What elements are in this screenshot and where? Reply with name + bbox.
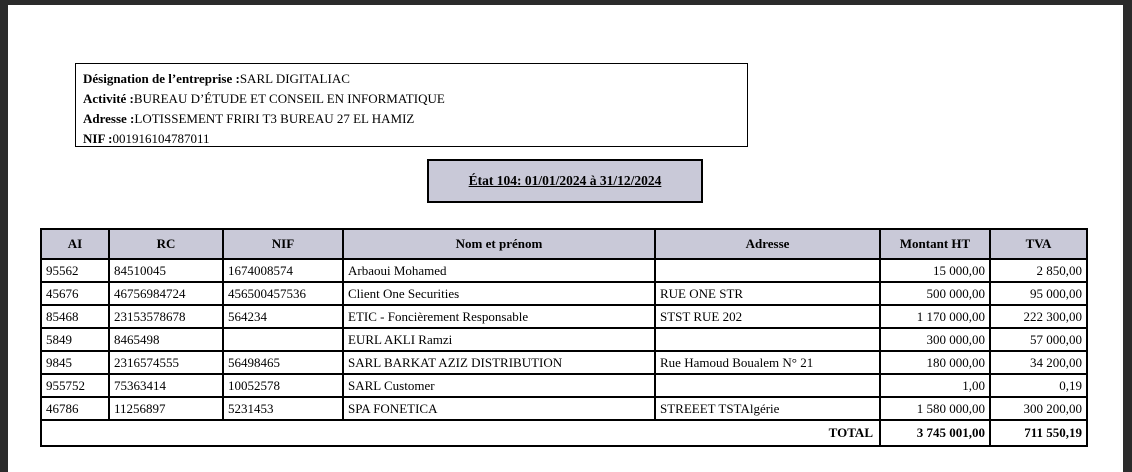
cell-ai: 5849 xyxy=(41,328,109,351)
col-header-tva: TVA xyxy=(990,229,1087,259)
cell-nom: ETIC - Foncièrement Responsable xyxy=(343,305,655,328)
cell-nif: 564234 xyxy=(223,305,343,328)
cell-rc: 75363414 xyxy=(109,374,223,397)
cell-nom: SARL Customer xyxy=(343,374,655,397)
etat-104-title: État 104: 01/01/2024 à 31/12/2024 xyxy=(468,173,662,188)
cell-montant: 300 000,00 xyxy=(880,328,990,351)
cell-adresse: Rue Hamoud Boualem N° 21 xyxy=(655,351,880,374)
designation-label: Désignation de l’entreprise : xyxy=(83,71,240,86)
cell-adresse: STST RUE 202 xyxy=(655,305,880,328)
cell-adresse xyxy=(655,259,880,282)
cell-tva: 57 000,00 xyxy=(990,328,1087,351)
table-header-row xyxy=(41,229,1087,259)
col-header-rc: RC xyxy=(109,229,223,259)
cell-rc: 2316574555 xyxy=(109,351,223,374)
table-total-row xyxy=(41,420,1087,446)
cell-tva: 2 850,00 xyxy=(990,259,1087,282)
total-montant-cell: 3 745 001,00 xyxy=(880,420,990,446)
company-designation-line xyxy=(83,69,747,89)
company-nif-line xyxy=(83,129,747,149)
cell-nif: 56498465 xyxy=(223,351,343,374)
col-header-montant: Montant HT xyxy=(880,229,990,259)
table-row xyxy=(41,351,1087,374)
designation-value: SARL DIGITALIAC xyxy=(239,71,350,86)
cell-nif: 1674008574 xyxy=(223,259,343,282)
cell-adresse xyxy=(655,374,880,397)
cell-adresse: STREEET TSTAlgérie xyxy=(655,397,880,420)
document-page xyxy=(8,5,1123,472)
cell-montant: 1 170 000,00 xyxy=(880,305,990,328)
etat-104-table xyxy=(40,228,1088,447)
cell-adresse: RUE ONE STR xyxy=(655,282,880,305)
cell-ai: 955752 xyxy=(41,374,109,397)
activity-label: Activité : xyxy=(83,91,134,106)
cell-tva: 222 300,00 xyxy=(990,305,1087,328)
cell-nom: Arbaoui Mohamed xyxy=(343,259,655,282)
table-row xyxy=(41,397,1087,420)
company-activity-line xyxy=(83,89,747,109)
cell-adresse xyxy=(655,328,880,351)
table-row xyxy=(41,374,1087,397)
cell-montant: 1,00 xyxy=(880,374,990,397)
cell-rc: 46756984724 xyxy=(109,282,223,305)
cell-nif: 10052578 xyxy=(223,374,343,397)
table-row xyxy=(41,259,1087,282)
cell-rc: 8465498 xyxy=(109,328,223,351)
company-info-box xyxy=(75,63,748,147)
table-row xyxy=(41,328,1087,351)
cell-nom: SPA FONETICA xyxy=(343,397,655,420)
cell-ai: 9845 xyxy=(41,351,109,374)
col-header-adresse: Adresse xyxy=(655,229,880,259)
total-tva-cell: 711 550,19 xyxy=(990,420,1087,446)
col-header-nom: Nom et prénom xyxy=(343,229,655,259)
company-address-line xyxy=(83,109,747,129)
cell-ai: 85468 xyxy=(41,305,109,328)
cell-tva: 300 200,00 xyxy=(990,397,1087,420)
cell-tva: 0,19 xyxy=(990,374,1087,397)
address-value: LOTISSEMENT FRIRI T3 BUREAU 27 EL HAMIZ xyxy=(134,111,415,126)
cell-nif: 5231453 xyxy=(223,397,343,420)
cell-rc: 84510045 xyxy=(109,259,223,282)
table-row xyxy=(41,305,1087,328)
total-label-cell: TOTAL xyxy=(41,420,880,446)
cell-tva: 95 000,00 xyxy=(990,282,1087,305)
cell-montant: 15 000,00 xyxy=(880,259,990,282)
cell-nom: EURL AKLI Ramzi xyxy=(343,328,655,351)
table-row xyxy=(41,282,1087,305)
cell-nif xyxy=(223,328,343,351)
cell-montant: 500 000,00 xyxy=(880,282,990,305)
cell-rc: 23153578678 xyxy=(109,305,223,328)
cell-ai: 46786 xyxy=(41,397,109,420)
nif-value: 001916104787011 xyxy=(112,131,210,146)
cell-nom: Client One Securities xyxy=(343,282,655,305)
cell-rc: 11256897 xyxy=(109,397,223,420)
address-label: Adresse : xyxy=(83,111,135,126)
cell-montant: 180 000,00 xyxy=(880,351,990,374)
cell-montant: 1 580 000,00 xyxy=(880,397,990,420)
col-header-nif: NIF xyxy=(223,229,343,259)
cell-nif: 456500457536 xyxy=(223,282,343,305)
cell-ai: 45676 xyxy=(41,282,109,305)
cell-nom: SARL BARKAT AZIZ DISTRIBUTION xyxy=(343,351,655,374)
activity-value: BUREAU D’ÉTUDE ET CONSEIL EN INFORMATIQUE xyxy=(133,91,445,106)
cell-ai: 95562 xyxy=(41,259,109,282)
cell-tva: 34 200,00 xyxy=(990,351,1087,374)
etat-104-title-banner xyxy=(427,159,703,203)
nif-label: NIF : xyxy=(83,131,113,146)
col-header-ai: AI xyxy=(41,229,109,259)
